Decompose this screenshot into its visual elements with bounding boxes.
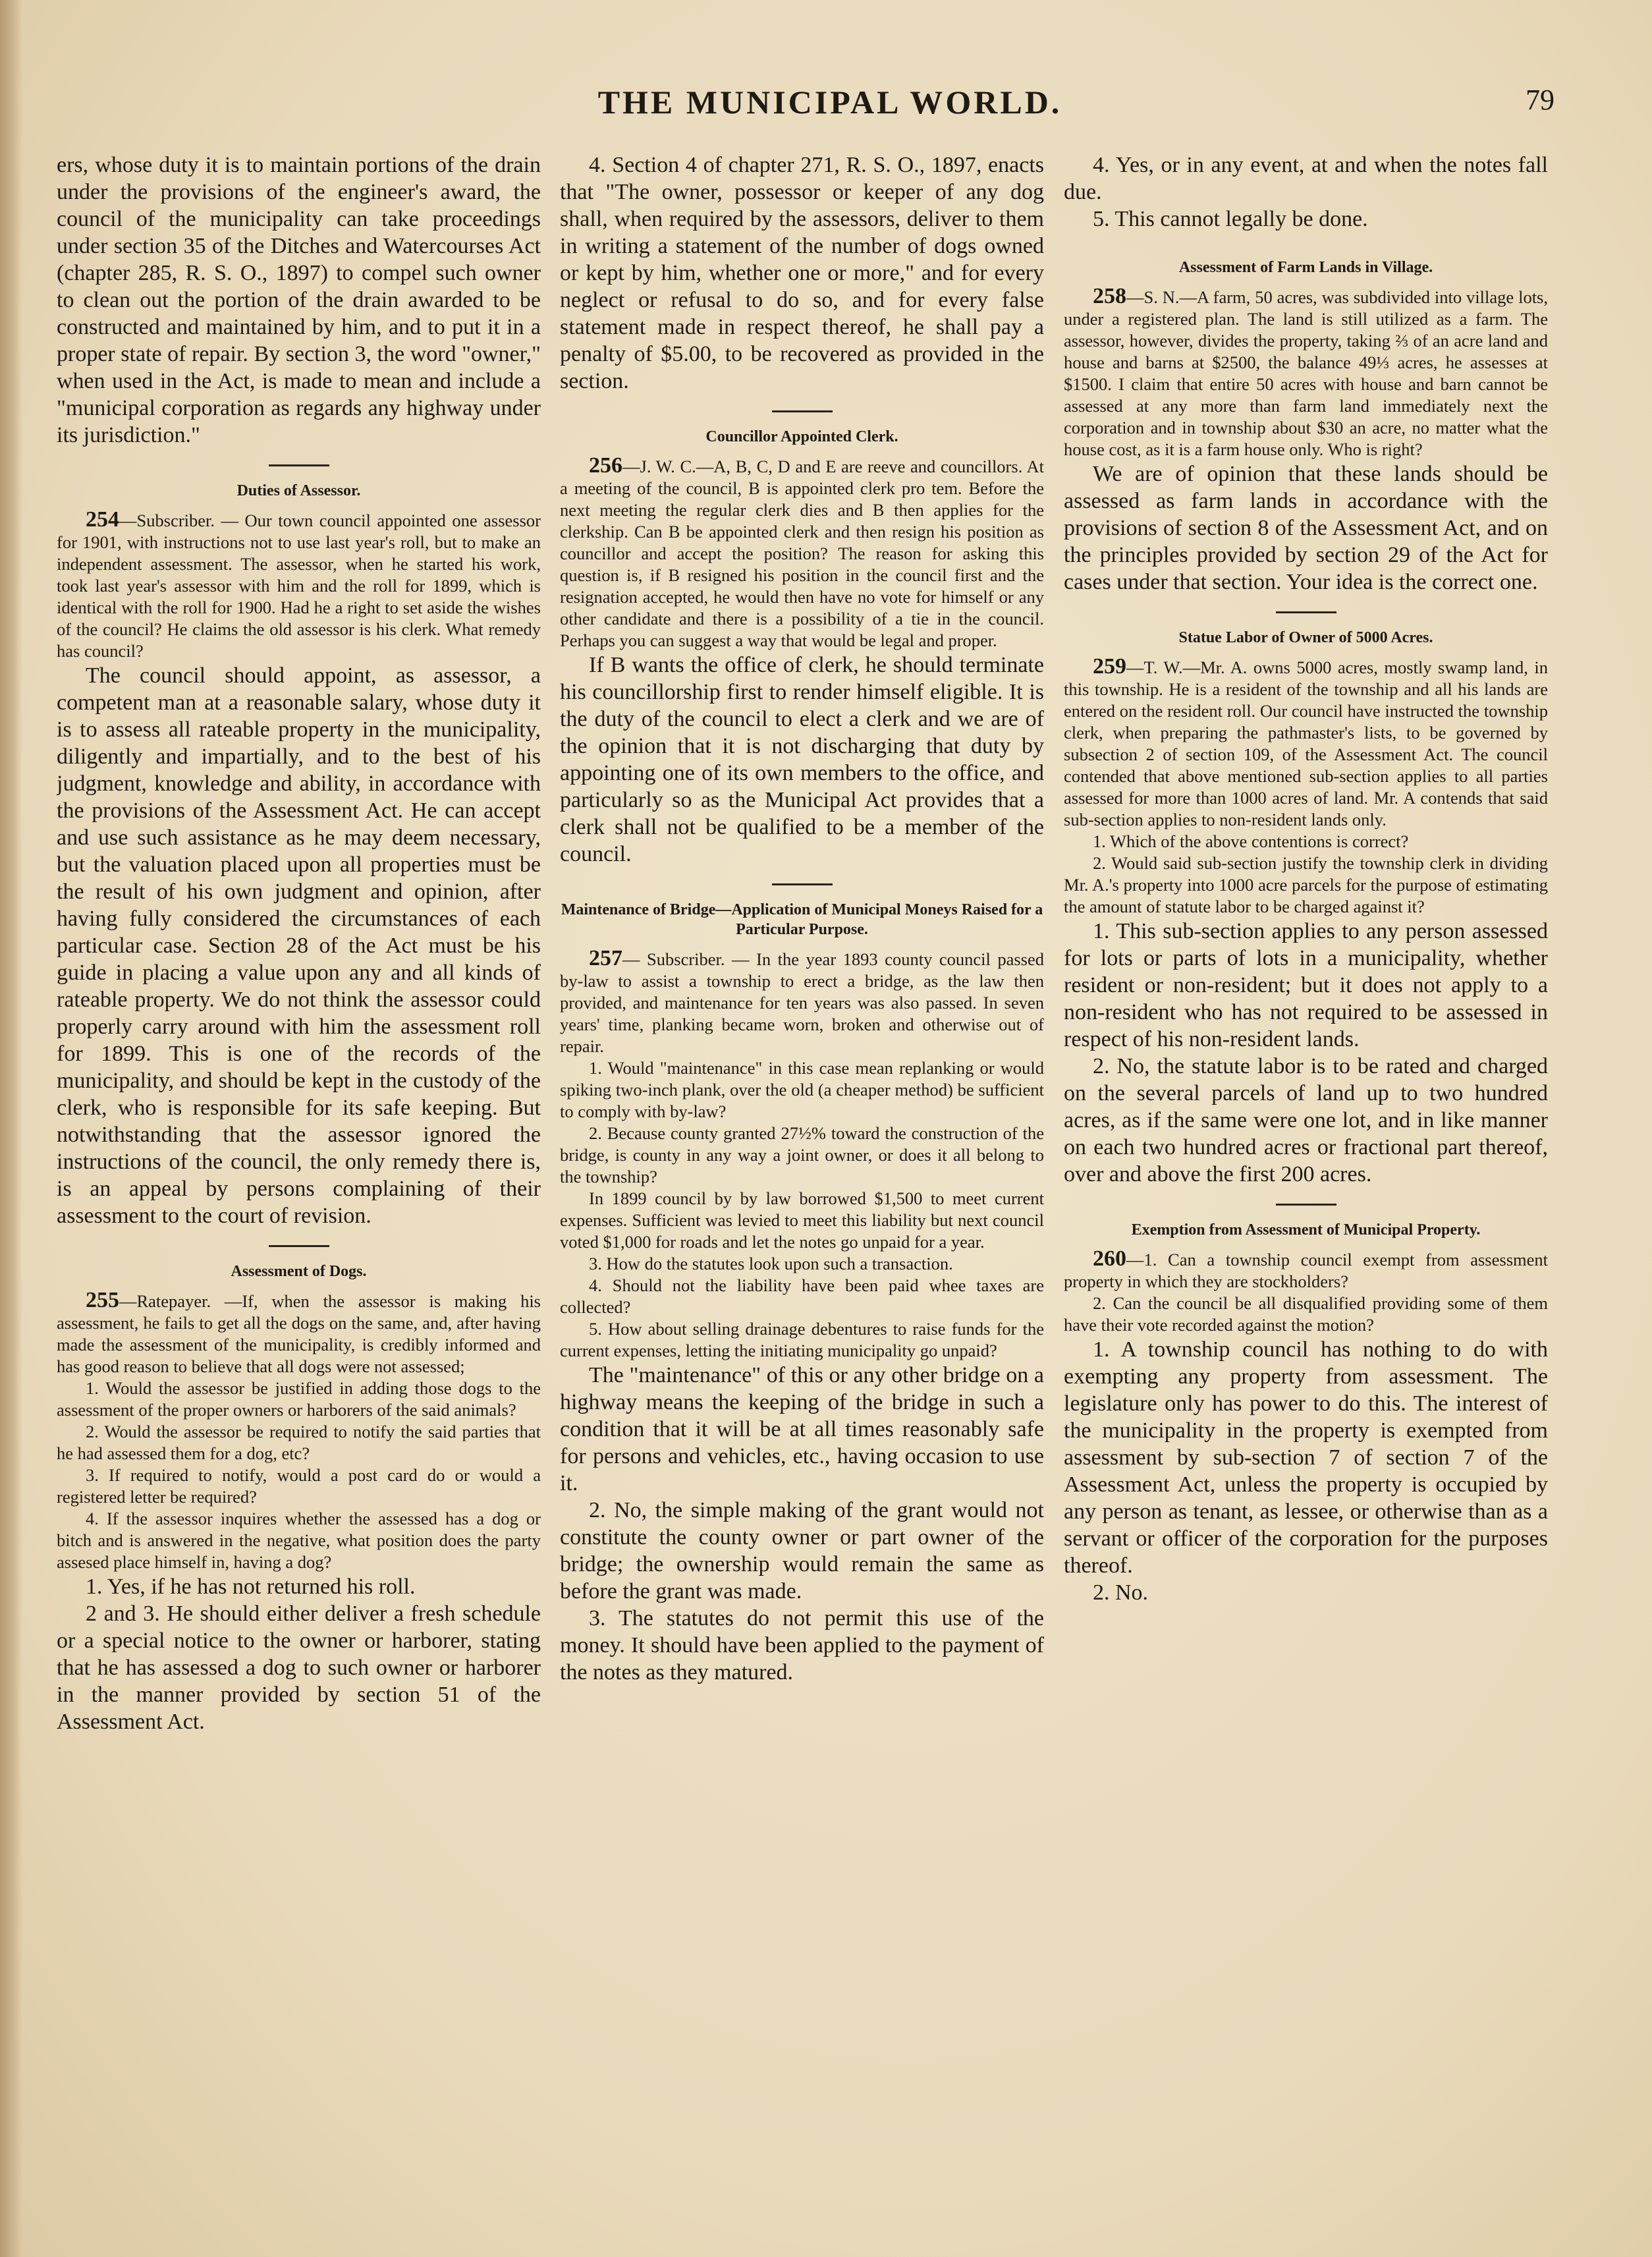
answer: 1. This sub-section applies to any person assessed for lots or parts of lots in a municipality, whether resident or non-resident; but it does not apply to a non-resident who has not required to be assessed in respect of his non-resident lands. (1064, 919, 1548, 1051)
question-item: 2. Would the assessor be required to notify the said parties that he had assessed them for a dog, etc? (57, 1422, 541, 1463)
question-258 (1064, 285, 1548, 460)
answer: If B wants the office of clerk, he should terminate his councillorship first to render himself eligible. It is the duty of the council to elect a clerk and we are of the opinion that it is not discharging that duty by appointing one of its own members to the office, and particularly so as the Municipal Act provides that a clerk shall not be qualified to be a member of the council. (560, 653, 1044, 866)
answer: 5. This cannot legally be done. (1093, 207, 1368, 231)
question-number: 255 (86, 1288, 119, 1312)
page-number: 79 (1526, 84, 1555, 116)
question-number: 254 (86, 507, 119, 532)
answer: 2 and 3. He should either deliver a fresh schedule or a special notice to the owner or harborer, stating that he has assessed a dog to such owner or harborer in the manner provided by section 51 of the Assessment Act. (57, 1602, 541, 1734)
answer: 1. A township council has nothing to do with exempting any property from assessment. The legislature only has power to do this. The interest of the municipality in the property is exempted from assessment by sub-section 7 of section 7 of the Assessment Act, unless the property is occupied by any person as tenant, as lessee, or otherwise than as a servant or officer of the corporation for the purposes thereof. (1064, 1337, 1548, 1578)
divider (1276, 1204, 1336, 1206)
answer: 2. No, the statute labor is to be rated and charged on the several parcels of land up to two hundred acres, as if the same were one lot, and in like manner on each two hundred acres or fractional part thereof, over and above the first 200 acres. (1064, 1054, 1548, 1186)
question-259 (1064, 655, 1548, 831)
divider (772, 883, 833, 885)
question-item: 3. How do the statutes look upon such a transaction. (589, 1254, 953, 1273)
question-text: —J. W. C.—A, B, C, D and E are reeve and councillors. At a meeting of the council, B is appointed clerk pro tem. Before the next meeting the regular clerk dies and B then applies for the clerkship. Can B be appointed clerk and then resign his position as councillor and accept the position? The reason for asking this question is, if B resigned his position in the council first and the resignation accepted, he would then have no vote for himself or any other candidate and there is a possibility of a tie in the council. Perhaps you can suggest a way that would be legal and proper. (560, 457, 1044, 650)
question-item: 4. Should not the liability have been paid whee taxes are collected? (560, 1275, 1044, 1317)
answer: The council should appoint, as assessor, a competent man at a reasonable salary, whose duty it is to assess all rateable property in the municipality, diligently and impartially, and to the best of his judgment, knowledge and ability, in accordance with the provisions of the Assessment Act. He can accept and use such assistance as he may deem necessary, but the valuation placed upon all properties must be the result of his own judgment and opinion, after having fully considered the circumstances of each particular case. Section 28 of the Act must be his guide in placing a value upon any and all kinds of rateable property. We do not think the assessor could properly carry around with him the assessment roll for 1899. This is one of the records of the municipality, and should be kept in the custody of the clerk, who is responsible for its safe keeping. But notwithstanding that the assessor ignored the instructions of the council, the only remedy there is, is an appeal by persons complaining of their assessment to the court of revision. (57, 663, 541, 1228)
question-number: 257 (589, 946, 622, 970)
question-255 (57, 1289, 541, 1378)
section-heading: Councillor Appointed Clerk. (705, 428, 898, 445)
section-heading: Assessment of Farm Lands in Village. (1178, 259, 1433, 276)
question-260 (1064, 1248, 1548, 1293)
column-2 (560, 152, 1044, 2214)
question-text: — Subscriber. — In the year 1893 county council passed by-law to assist a township to erect a bridge, as the law then provided, and maintenance for ten years was also passed. In seven years' time, planking became worn, broken and otherwise out of repair. (560, 949, 1044, 1056)
question-item: 4. If the assessor inquires whether the assessed has a dog or bitch and is answered in the negative, what position does the party assesed place himself in, having a dog? (57, 1509, 541, 1572)
question-text: —T. W.—Mr. A. owns 5000 acres, mostly swamp land, in this township. He is a resident of the township and all his lands are entered on the resident roll. Our council have instructed the township clerk, when preparing the pathmaster's lists, to be governed by subsection 2 of section 109, of the Assessment Act. The council contended that above mentioned sub-section applies to all parties assessed for more than 1000 acres of land. Mr. A contends that said sub-section applies to non-resident lands only. (1064, 657, 1548, 829)
section-heading: Exemption from Assessment of Municipal Property. (1131, 1221, 1481, 1239)
page-header (40, 83, 1620, 136)
question-item: In 1899 council by by law borrowed $1,500 to meet current expenses. Sufficient was levied to meet this liability but next council voted $1,000 for roads and let the notes go unpaid for a year. (560, 1188, 1044, 1252)
divider (269, 1245, 329, 1247)
question-257 (560, 947, 1044, 1057)
question-text: —1. Can a township council exempt from assessment property in which they are stockholders? (1064, 1250, 1548, 1291)
divider (269, 464, 329, 466)
section-heading: Statue Labor of Owner of 5000 Acres. (1178, 629, 1433, 646)
question-item: 3. If required to notify, would a post card do or would a registered letter be required? (57, 1465, 541, 1507)
question-256 (560, 455, 1044, 652)
answer: 4. Section 4 of chapter 271, R. S. O., 1897, enacts that "The owner, possessor or keeper of any dog shall, when required by the assessors, deliver to them in writing a statement of the number of dogs owned or kept by him, whether one or more," and for every neglect or refusal to do so, and for every false statement made in respect thereof, he shall pay a penalty of $5.00, to be recovered as provided in the section. (560, 153, 1044, 393)
binding-shadow (0, 0, 22, 2257)
section-heading: Duties of Assessor. (236, 482, 361, 499)
answer: The "maintenance" of this or any other bridge on a highway means the keeping of the bridge in such a condition that it will be at all times reasonably safe for persons and vehicles, etc., having occasion to use it. (560, 1363, 1044, 1495)
column-3 (1064, 152, 1548, 2214)
question-number: 256 (589, 453, 622, 478)
question-number: 258 (1093, 284, 1126, 308)
question-number: 259 (1093, 654, 1126, 679)
answer: We are of opinion that these lands should be assessed as farm lands in accordance with the provisions of section 8 of the Assessment Act, and on the principles provided by section 29 of the Act for cases under that section. Your idea is the correct one. (1064, 462, 1548, 594)
question-item: 1. Which of the above contentions is correct? (1093, 831, 1409, 851)
question-text: —S. N.—A farm, 50 acres, was subdivided into village lots, under a registered plan. The land is still utilized as a farm. The assessor, however, divides the property, taking ⅔ of an acre land and house and barns at $2500, the balance 49⅓ acres, he assesses at $1500. I claim that entire 50 acres with house and barn cannot be assessed at any more than farm land immediately next the corporation and in township about $30 an acre, no matter what the house cost, as it is a farm house only. Who is right? (1064, 287, 1548, 459)
question-item: 2. Because county granted 27½% toward the construction of the bridge, is county in any way a joint owner, or does it all belong to the township? (560, 1123, 1044, 1186)
section-heading: Assessment of Dogs. (231, 1263, 367, 1280)
question-number: 260 (1093, 1246, 1126, 1271)
divider (772, 410, 833, 412)
question-text: —Subscriber. — Our town council appointed one assessor for 1901, with instructions not to use last year's roll, but to make an independent assessment. The assessor, when he started his work, took last year's assessor with him and the roll for 1899, which is identical with the roll for 1900. Had he a right to set aside the wishes of the council? He claims the old assessor is his clerk. What remedy has council? (57, 511, 541, 661)
question-254 (57, 509, 541, 662)
question-item: 5. How about selling drainage debentures to raise funds for the current expenses, letting the initiating municipality go unpaid? (560, 1319, 1044, 1360)
divider (1276, 611, 1336, 613)
question-item: 1. Would the assessor be justified in adding those dogs to the assessment of the proper owners or harborers of the said animals? (57, 1378, 541, 1420)
question-item: 1. Would "maintenance" in this case mean replanking or would spiking two-inch plank, over the old (a cheaper method) be sufficient to comply with by-law? (560, 1058, 1044, 1121)
question-text: —Ratepayer. —If, when the assessor is making his assessment, he fails to get all the dogs on the same, and, after having made the assessment of the municipality, is credibly informed and has good reason to believe that all dogs were not assessed; (57, 1291, 541, 1376)
answer: 2. No, the simple making of the grant would not constitute the county owner or part owner of the bridge; the ownership would remain the same as before the grant was made. (560, 1498, 1044, 1603)
page-title: THE MUNICIPAL WORLD. (597, 84, 1062, 121)
paragraph: ers, whose duty it is to maintain portions of the drain under the provisions of the engineer's award, the council of the municipality can take proceedings under section 35 of the Ditches and Watercourses Act (chapter 285, R. S. O., 1897) to compel such owner to clean out the portion of the drain awarded to be constructed and maintained by him, and to put it in a proper state of repair. By section 3, the word "owner," when used in the Act, is made to mean and include a "municipal corporation as regards any highway under its jurisdiction." (57, 153, 541, 447)
section-heading: Maintenance of Bridge—Application of Municipal Moneys Raised for a Particular Purpose. (561, 901, 1043, 938)
answer: 4. Yes, or in any event, at and when the notes fall due. (1064, 153, 1548, 204)
question-item: 2. Would said sub-section justify the township clerk in dividing Mr. A.'s property into 1000 acre parcels for the purpose of estimating the amount of statute labor to be charged against it? (1064, 853, 1548, 916)
column-1 (57, 152, 541, 2214)
question-item: 2. Can the council be all disqualified providing some of them have their vote recorded against the motion? (1064, 1293, 1548, 1335)
answer: 1. Yes, if he has not returned his roll. (86, 1574, 416, 1599)
answer: 3. The statutes do not permit this use of the money. It should have been applied to the payment of the notes as they matured. (560, 1606, 1044, 1685)
answer: 2. No. (1093, 1580, 1149, 1605)
